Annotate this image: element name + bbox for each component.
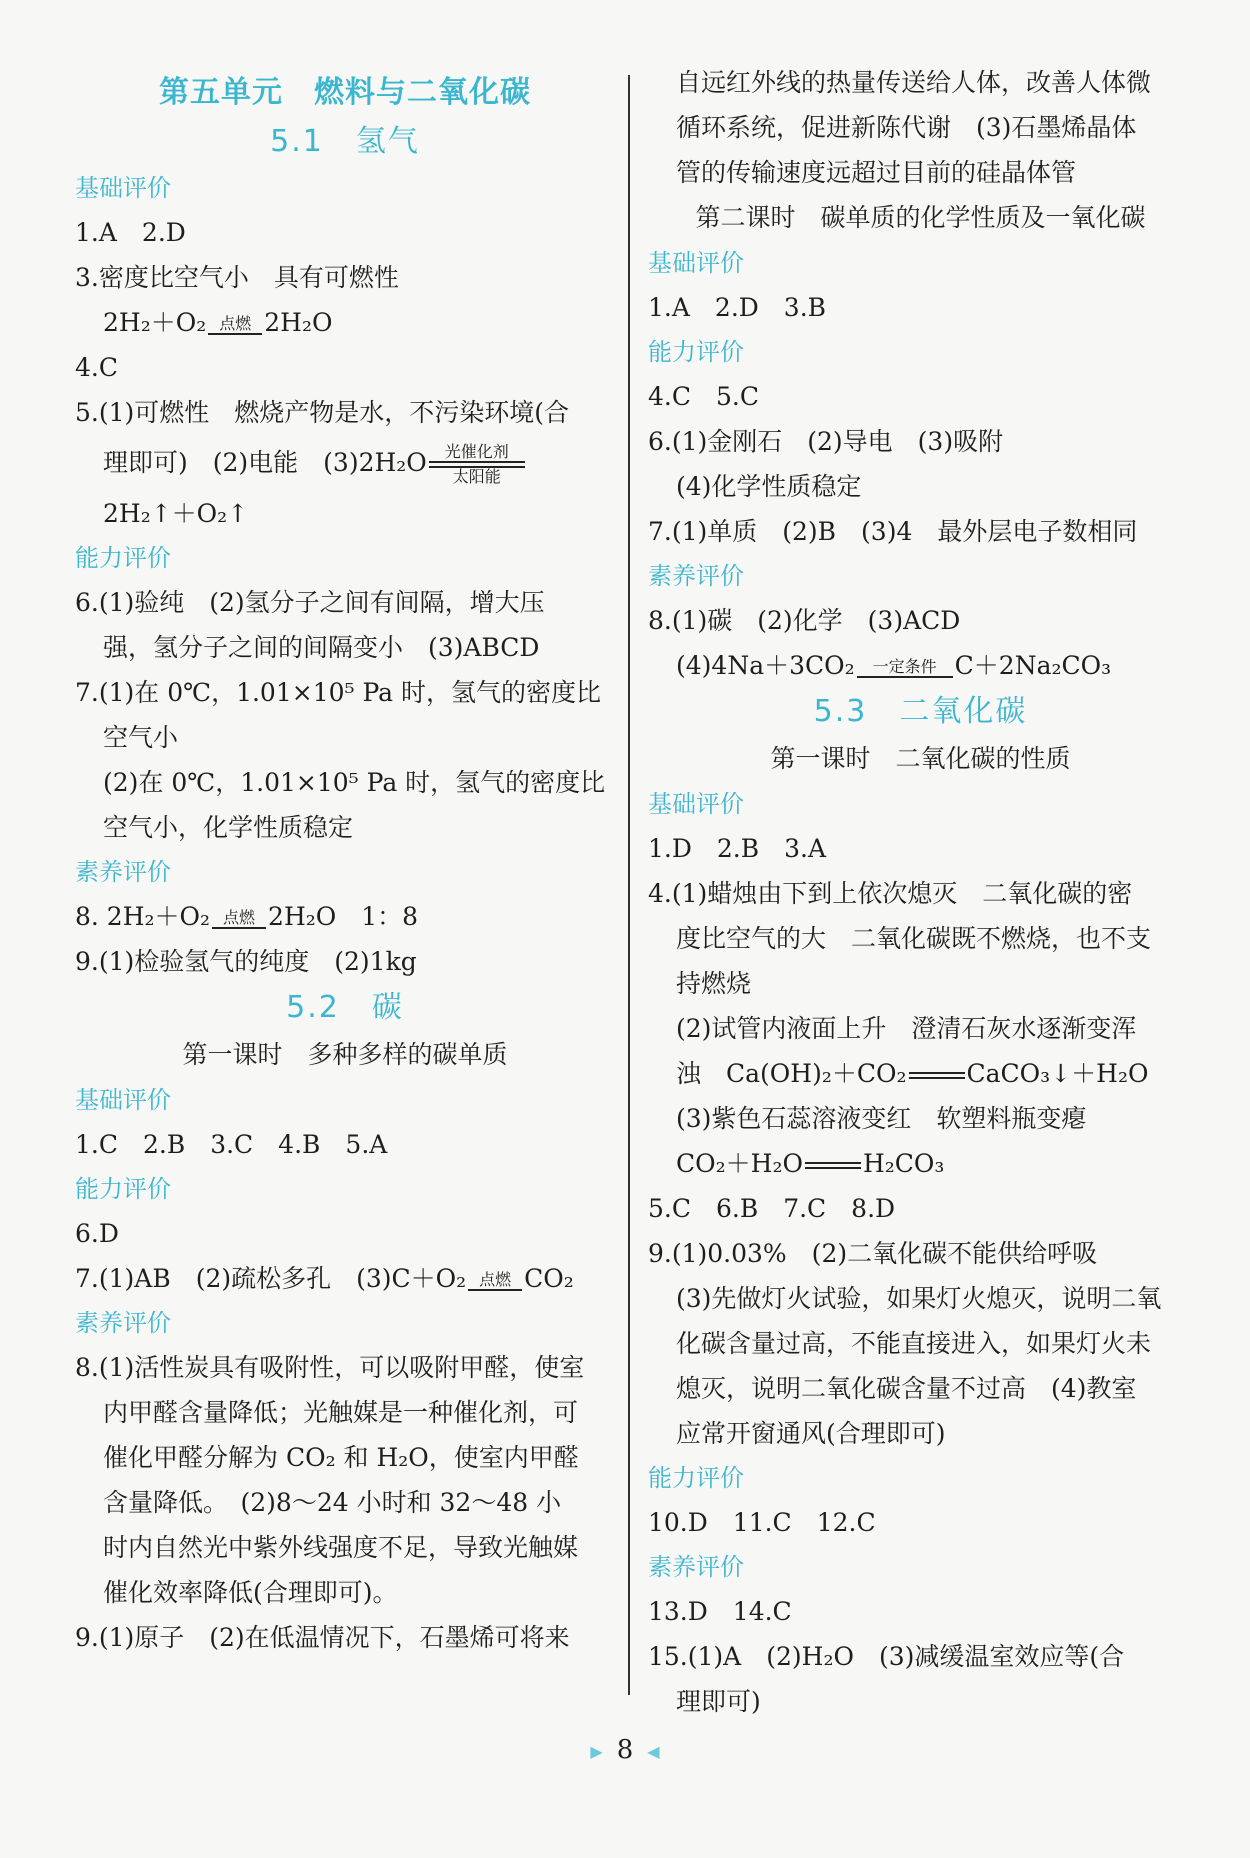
answer-line: (3)紫色石蕊溶液变红 软塑料瓶变瘪	[676, 1104, 1087, 1133]
category-basic: 基础评价	[75, 1086, 171, 1114]
category-literacy: 素养评价	[648, 562, 744, 590]
answer-line: 10.D 11.C 12.C	[648, 1508, 876, 1537]
answer-line: 强，氢分子之间的间隔变小 (3)ABCD	[103, 633, 540, 662]
answer-line: 6.(1)金刚石 (2)导电 (3)吸附	[648, 427, 1004, 456]
right-column	[648, 60, 1193, 1724]
category-ability: 能力评价	[75, 1175, 171, 1203]
answer-line: 度比空气的大 二氧化碳既不燃烧，也不支	[676, 924, 1152, 953]
equation-line	[648, 643, 1193, 688]
answer-line: 9.(1)原子 (2)在低温情况下，石墨烯可将来	[75, 1623, 570, 1652]
answer-line: 7.(1)在 0℃，1.01×10⁵ Pa 时，氢气的密度比	[75, 678, 602, 707]
section-5-1-title: 5.1 氢气	[270, 124, 420, 159]
answer-line: 1.D 2.B 3.A	[648, 834, 827, 863]
category-literacy: 素养评价	[648, 1553, 744, 1581]
answer-line: 含量降低。 (2)8～24 小时和 32～48 小	[103, 1488, 562, 1517]
answer-line: 4.(1)蜡烛由下到上依次熄灭 二氧化碳的密	[648, 879, 1133, 908]
equation-line	[648, 1141, 1193, 1186]
reaction-condition: 光催化剂	[444, 442, 509, 461]
lesson-title: 第一课时 二氧化碳的性质	[770, 744, 1071, 773]
answer-line: 5.(1)可燃性 燃烧产物是水，不污染环境(合	[75, 398, 570, 427]
equation-left: 2H₂＋O₂	[103, 308, 207, 337]
reaction-condition: 点燃	[479, 1269, 512, 1289]
answer-line: 9.(1)0.03% (2)二氧化碳不能供给呼吸	[648, 1239, 1098, 1268]
answer-line: 催化效率降低(合理即可)。	[103, 1578, 398, 1607]
reaction-arrow	[429, 443, 525, 486]
answer-line: 应常开窗通风(合理即可)	[676, 1419, 946, 1448]
equation-right: C＋2Na₂CO₃	[954, 651, 1112, 680]
equation-line	[75, 1256, 615, 1301]
equation-right: 2H₂O	[264, 308, 333, 337]
reaction-arrow	[468, 1271, 522, 1291]
answer-line: 持燃烧	[676, 969, 752, 998]
answer-line: 4.C	[75, 353, 118, 382]
category-ability: 能力评价	[648, 1464, 744, 1492]
triangle-right-icon: ▶	[590, 1741, 603, 1761]
answer-line: 管的传输速度远超过目前的硅晶体管	[676, 158, 1077, 187]
answer-line: 内甲醛含量降低；光触媒是一种催化剂，可	[103, 1398, 579, 1427]
answer-line: (2)在 0℃，1.01×10⁵ Pa 时，氢气的密度比	[103, 768, 606, 797]
answer-line: 催化甲醛分解为 CO₂ 和 H₂O，使室内甲醛	[103, 1443, 579, 1472]
answer-line: (2)试管内液面上升 澄清石灰水逐渐变浑	[676, 1014, 1137, 1043]
left-column	[75, 68, 615, 1660]
lesson-title: 第一课时 多种多样的碳单质	[182, 1040, 508, 1069]
answer-line: 6.D	[75, 1219, 119, 1248]
unit-title: 第五单元 燃料与二氧化碳	[159, 75, 531, 110]
equation-left: 理即可) (2)电能 (3)2H₂O	[103, 448, 427, 477]
equation-line	[75, 894, 615, 939]
equation-left: 7.(1)AB (2)疏松多孔 (3)C＋O₂	[75, 1264, 467, 1293]
equation-line	[648, 1051, 1193, 1096]
equation-right: CO₂	[524, 1264, 574, 1293]
answer-line: 7.(1)单质 (2)B (3)4 最外层电子数相同	[648, 517, 1138, 546]
reaction-arrow	[909, 1072, 965, 1079]
answer-line: 2H₂↑＋O₂↑	[103, 499, 249, 528]
answer-line: 熄灭，说明二氧化碳含量不过高 (4)教室	[676, 1374, 1137, 1403]
reaction-condition: 点燃	[223, 907, 256, 927]
answer-line: 8.(1)活性炭具有吸附性，可以吸附甲醛，使室	[75, 1353, 585, 1382]
answer-line: 8.(1)碳 (2)化学 (3)ACD	[648, 606, 961, 635]
answer-line: (4)化学性质稳定	[676, 472, 862, 501]
reaction-arrow	[212, 909, 266, 929]
reaction-condition: 太阳能	[452, 467, 501, 486]
category-ability: 能力评价	[75, 544, 171, 572]
equation-right: 2H₂O 1：8	[268, 902, 419, 931]
lesson-title: 第二课时 碳单质的化学性质及一氧化碳	[695, 203, 1146, 232]
answer-line: 1.A 2.D	[75, 218, 186, 247]
triangle-left-icon: ◀	[647, 1741, 660, 1761]
answer-line: 空气小，化学性质稳定	[103, 813, 354, 842]
equation-right: H₂CO₃	[862, 1149, 945, 1178]
answer-line: 空气小	[103, 723, 179, 752]
reaction-arrow	[208, 315, 262, 335]
answer-line: 化碳含量过高，不能直接进入，如果灯火未	[676, 1329, 1152, 1358]
equation-line	[75, 300, 615, 345]
reaction-arrow	[857, 658, 953, 678]
category-basic: 基础评价	[648, 249, 744, 277]
answer-line: 3.密度比空气小 具有可燃性	[75, 263, 399, 292]
page-footer	[0, 1735, 1250, 1765]
column-divider	[628, 75, 630, 1695]
reaction-arrow	[805, 1162, 861, 1169]
category-literacy: 素养评价	[75, 1309, 171, 1337]
equation-left: 8. 2H₂＋O₂	[75, 902, 211, 931]
answer-line: 4.C 5.C	[648, 382, 759, 411]
answer-line: 5.C 6.B 7.C 8.D	[648, 1194, 896, 1223]
equation-right: CaCO₃↓＋H₂O	[966, 1059, 1149, 1088]
answer-line: 自远红外线的热量传送给人体，改善人体微	[676, 68, 1152, 97]
answer-line: 6.(1)验纯 (2)氢分子之间有间隔，增大压	[75, 588, 545, 617]
equation-left: CO₂＋H₂O	[676, 1149, 803, 1178]
answer-line: (3)先做灯火试验，如果灯火熄灭，说明二氧	[676, 1284, 1162, 1313]
category-basic: 基础评价	[75, 174, 171, 202]
answer-line: 13.D 14.C	[648, 1597, 792, 1626]
equation-left: 浊 Ca(OH)₂＋CO₂	[676, 1059, 907, 1088]
equation-line	[75, 435, 615, 491]
answer-line: 9.(1)检验氢气的纯度 (2)1kg	[75, 947, 417, 976]
answer-line: 时内自然光中紫外线强度不足，导致光触媒	[103, 1533, 579, 1562]
category-basic: 基础评价	[648, 790, 744, 818]
answer-line: 循环系统，促进新陈代谢 (3)石墨烯晶体	[676, 113, 1137, 142]
equation-left: (4)4Na＋3CO₂	[676, 651, 855, 680]
section-5-2-title: 5.2 碳	[286, 990, 404, 1025]
category-ability: 能力评价	[648, 338, 744, 366]
answer-line: 1.A 2.D 3.B	[648, 293, 827, 322]
reaction-condition: 点燃	[219, 313, 252, 333]
answer-line: 理即可)	[676, 1687, 761, 1716]
section-5-3-title: 5.3 二氧化碳	[813, 694, 1028, 729]
answer-line: 1.C 2.B 3.C 4.B 5.A	[75, 1130, 388, 1159]
category-literacy: 素养评价	[75, 858, 171, 886]
page-number: 8	[616, 1735, 634, 1765]
reaction-condition: 一定条件	[872, 656, 937, 676]
answer-line: 15.(1)A (2)H₂O (3)减缓温室效应等(合	[648, 1642, 1125, 1671]
